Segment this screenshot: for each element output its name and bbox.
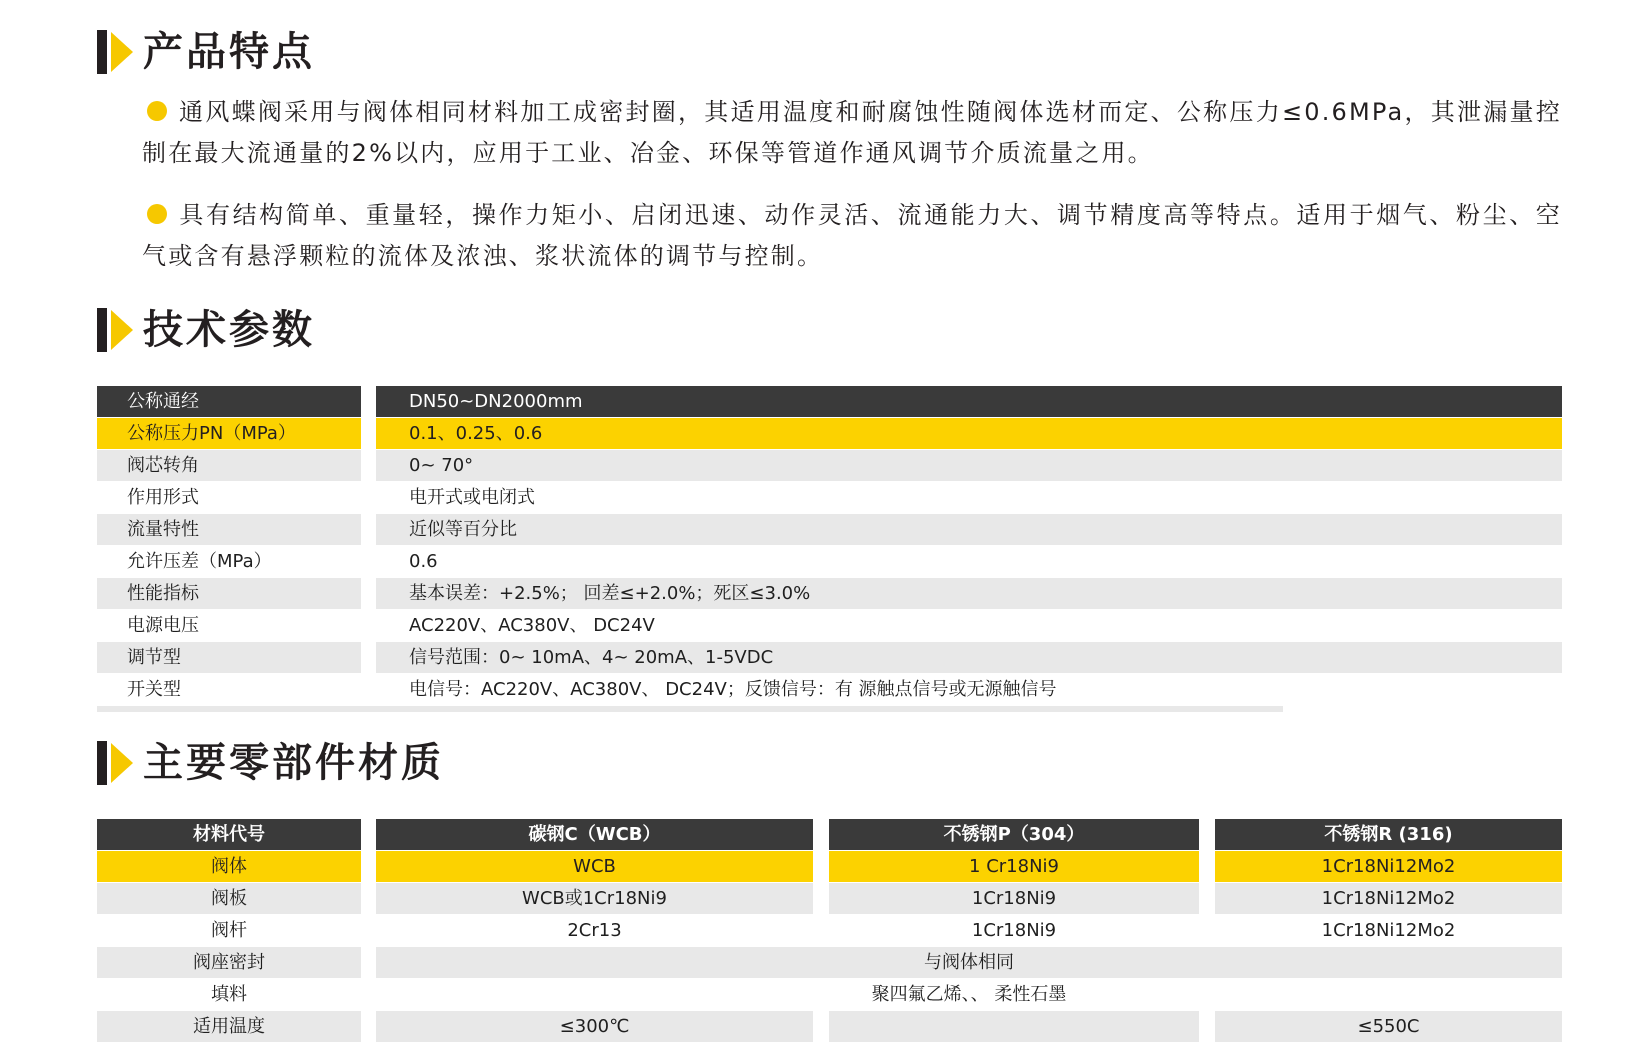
spec-key: 公称通经 bbox=[97, 386, 361, 417]
material-cell: 1 Cr18Ni9 bbox=[829, 851, 1199, 882]
material-cell bbox=[829, 1011, 1199, 1042]
material-cell: ≤300℃ bbox=[376, 1011, 813, 1042]
params-title: 技术参数 bbox=[143, 307, 315, 353]
column-header: 不锈钢R (316) bbox=[1215, 819, 1562, 850]
heading-triangle-icon bbox=[111, 743, 133, 783]
bullet-dot-icon bbox=[147, 101, 167, 121]
feature-paragraph-1 bbox=[142, 92, 1562, 174]
spec-value: 信号范围：0~ 10mA、4~ 20mA、1-5VDC bbox=[376, 642, 1562, 673]
feature-paragraph-2 bbox=[142, 195, 1562, 277]
heading-bar-icon bbox=[97, 30, 107, 74]
feature-text-1: 通风蝶阀采用与阀体相同材料加工成密封圈，其适用温度和耐腐蚀性随阀体选材而定、公称压力≤0.6MPa，其泄漏量控制在最大流通量的2%以内，应用于工业、冶金、环保等管道作通风调节介质流量之用。 bbox=[142, 98, 1562, 167]
material-cell-merged: 与阀体相同 bbox=[376, 947, 1562, 978]
heading-bar-icon bbox=[97, 741, 107, 785]
table-row bbox=[97, 947, 1562, 979]
material-cell: 1Cr18Ni9 bbox=[829, 915, 1199, 946]
spec-value: 0.6 bbox=[376, 546, 1562, 577]
part-name: 阀杆 bbox=[97, 915, 361, 946]
table-row bbox=[97, 418, 1562, 450]
table-row bbox=[97, 386, 1562, 418]
spec-value: 近似等百分比 bbox=[376, 514, 1562, 545]
table-row bbox=[97, 979, 1562, 1011]
spec-value: 电开式或电闭式 bbox=[376, 482, 1562, 513]
spec-value: AC220V、AC380V、 DC24V bbox=[376, 610, 1562, 641]
features-heading bbox=[97, 27, 315, 77]
material-cell: WCB或1Cr18Ni9 bbox=[376, 883, 813, 914]
material-cell: 2Cr13 bbox=[376, 915, 813, 946]
table-row bbox=[97, 851, 1562, 883]
table-row bbox=[97, 546, 1562, 578]
spec-value: 电信号：AC220V、AC380V、 DC24V；反馈信号：有 源触点信号或无源触信号 bbox=[376, 674, 1562, 705]
material-cell: 1Cr18Ni12Mo2 bbox=[1215, 915, 1562, 946]
spec-key: 阀芯转角 bbox=[97, 450, 361, 481]
spec-key: 公称压力PN（MPa） bbox=[97, 418, 361, 449]
part-name: 适用温度 bbox=[97, 1011, 361, 1042]
table-row bbox=[97, 610, 1562, 642]
table-row bbox=[97, 674, 1562, 706]
spec-value: 0~ 70° bbox=[376, 450, 1562, 481]
column-header: 材料代号 bbox=[97, 819, 361, 850]
table-row bbox=[97, 1011, 1562, 1043]
table-row bbox=[97, 883, 1562, 915]
part-name: 阀座密封 bbox=[97, 947, 361, 978]
table-footer-strip bbox=[97, 706, 1283, 712]
material-cell: ≤550C bbox=[1215, 1011, 1562, 1042]
material-cell: 1Cr18Ni9 bbox=[829, 883, 1199, 914]
table-row bbox=[97, 514, 1562, 546]
spec-key: 允许压差（MPa） bbox=[97, 546, 361, 577]
table-row bbox=[97, 450, 1562, 482]
table-header-row bbox=[97, 819, 1562, 851]
params-heading bbox=[97, 305, 315, 355]
column-header: 不锈钢P（304） bbox=[829, 819, 1199, 850]
table-row bbox=[97, 482, 1562, 514]
spec-table bbox=[97, 386, 1562, 706]
spec-key: 作用形式 bbox=[97, 482, 361, 513]
heading-triangle-icon bbox=[111, 310, 133, 350]
column-header: 碳钢C（WCB） bbox=[376, 819, 813, 850]
spec-key: 流量特性 bbox=[97, 514, 361, 545]
part-name: 阀板 bbox=[97, 883, 361, 914]
spec-key: 调节型 bbox=[97, 642, 361, 673]
spec-key: 开关型 bbox=[97, 674, 361, 705]
feature-text-2: 具有结构简单、重量轻，操作力矩小、启闭迅速、动作灵活、流通能力大、调节精度高等特点。适用于烟气、粉尘、空气或含有悬浮颗粒的流体及浓浊、浆状流体的调节与控制。 bbox=[142, 201, 1562, 270]
bullet-dot-icon bbox=[147, 204, 167, 224]
heading-bar-icon bbox=[97, 308, 107, 352]
table-row bbox=[97, 915, 1562, 947]
features-title: 产品特点 bbox=[143, 29, 315, 75]
table-row bbox=[97, 642, 1562, 674]
materials-heading bbox=[97, 738, 444, 788]
spec-key: 性能指标 bbox=[97, 578, 361, 609]
spec-value: DN50~DN2000mm bbox=[376, 386, 1562, 417]
spec-value: 0.1、0.25、0.6 bbox=[376, 418, 1562, 449]
spec-key: 电源电压 bbox=[97, 610, 361, 641]
material-cell: WCB bbox=[376, 851, 813, 882]
table-row bbox=[97, 578, 1562, 610]
heading-triangle-icon bbox=[111, 32, 133, 72]
materials-table bbox=[97, 819, 1562, 1043]
material-cell: 1Cr18Ni12Mo2 bbox=[1215, 851, 1562, 882]
materials-title: 主要零部件材质 bbox=[143, 740, 444, 786]
part-name: 填料 bbox=[97, 979, 361, 1010]
material-cell: 1Cr18Ni12Mo2 bbox=[1215, 883, 1562, 914]
spec-value: 基本误差：+2.5%； 回差≤+2.0%；死区≤3.0% bbox=[376, 578, 1562, 609]
part-name: 阀体 bbox=[97, 851, 361, 882]
material-cell-merged: 聚四氟乙烯、、 柔性石墨 bbox=[376, 979, 1562, 1010]
